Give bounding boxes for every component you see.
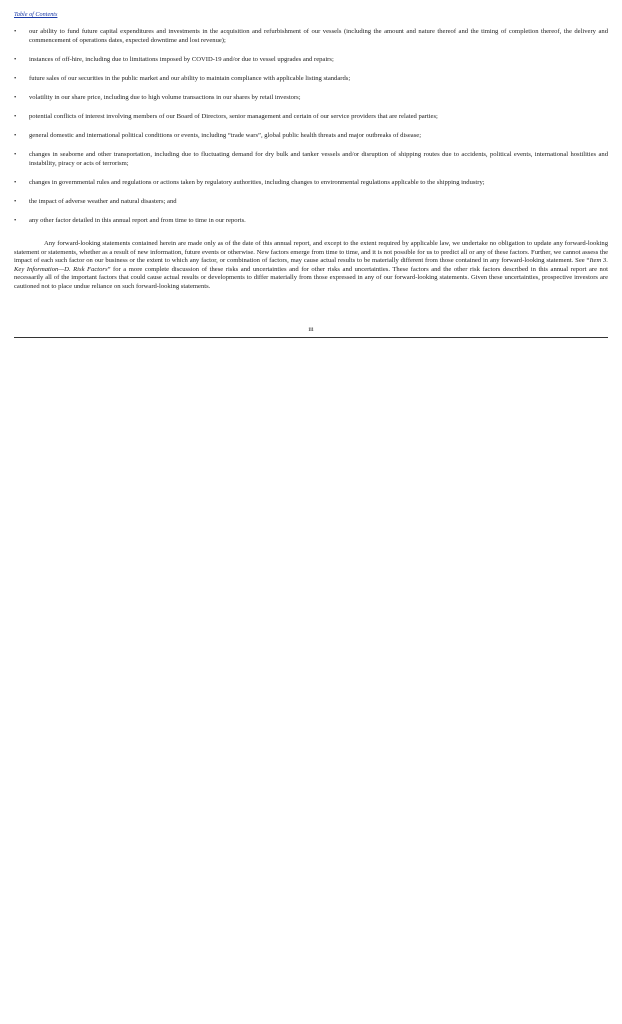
bullet-icon: • [14,197,17,205]
bullet-icon: • [14,93,17,101]
bullet-icon: • [14,217,17,225]
list-item [14,217,608,226]
list-item [14,94,608,103]
list-item [14,179,608,188]
bullet-icon: • [14,132,17,140]
list-item-text: volatility in our share price, including due to high volume transactions in our shares by retail investors; [29,93,301,101]
table-of-contents-link[interactable]: Table of Contents [14,11,58,18]
list-item-text: general domestic and international political conditions or events, including “trade wars”, global public health threats and major outbreaks of disease; [29,132,422,140]
list-item-text: our ability to fund future capital expenditures and investments in the acquisition and refurbishment of our vessels (including the amount and nature thereof and the timing of completion thereof, the delivery and commencement of operations dates, expected downtime and lost revenue); [29,28,608,44]
list-item [14,56,608,65]
bullet-icon: • [14,112,17,120]
paragraph-text-before: Any forward-looking statements contained herein are made only as of the date of this annual report, and except to the extent required by applicable law, we undertake no obligation to update any forward-looking statement or statements, whether as a result of new information, future events or otherwise. New factors emerge from time to time, and it is not possible for us to predict all or any of these factors. Further, we cannot assess the impact of each such factor on our business or the extent to which any factor, or combination of factors, may cause actual results to be materially different from those contained in any forward-looking statement. See “ [14,240,608,265]
list-item-text: potential conflicts of interest involving members of our Board of Directors, senior management and certain of our service providers that are related parties; [29,112,438,120]
list-item [14,75,608,84]
risk-factor-list [14,28,608,236]
bullet-icon: • [14,151,17,159]
forward-looking-statements-paragraph [14,240,608,292]
list-item [14,28,608,45]
list-item [14,198,608,207]
list-item-text: the impact of adverse weather and natural disasters; and [29,197,177,205]
list-item-text: changes in governmental rules and regulations or actions taken by regulatory authorities, including changes to environmental regulations applicable to the shipping industry; [29,178,485,186]
list-item [14,132,608,141]
page-divider [14,337,608,338]
list-item [14,113,608,122]
list-item-text: instances of off-hire, including due to limitations imposed by COVID-19 and/or due to vessel upgrades and repairs; [29,55,334,63]
list-item-text: future sales of our securities in the public market and our ability to maintain compliance with applicable listing standards; [29,74,351,82]
list-item [14,151,608,168]
list-item-text: any other factor detailed in this annual report and from time to time in our reports. [29,217,246,225]
bullet-icon: • [14,74,17,82]
bullet-icon: • [14,178,17,186]
bullet-icon: • [14,55,17,63]
bullet-icon: • [14,28,17,35]
risk-factors-reference: Item 3. Key Information—D. Risk Factors [14,257,608,273]
list-item-text: changes in seaborne and other transportation, including due to fluctuating demand for dry bulk and tanker vessels and/or disruption of shipping routes due to accidents, political events, international hostilities and instability, piracy or acts of terrorism; [29,151,608,167]
paragraph-text-after: ” for a more complete discussion of these risks and uncertainties and for other risks and uncertainties. These factors and the other risk factors described in this annual report are not necessarily all of the important factors that could cause actual results or developments to differ materially from those expressed in any of our forward-looking statements. Given these uncertainties, prospective investors are cautioned not to place undue reliance on such forward-looking statements. [14,265,608,290]
page-number: iii [308,326,314,333]
